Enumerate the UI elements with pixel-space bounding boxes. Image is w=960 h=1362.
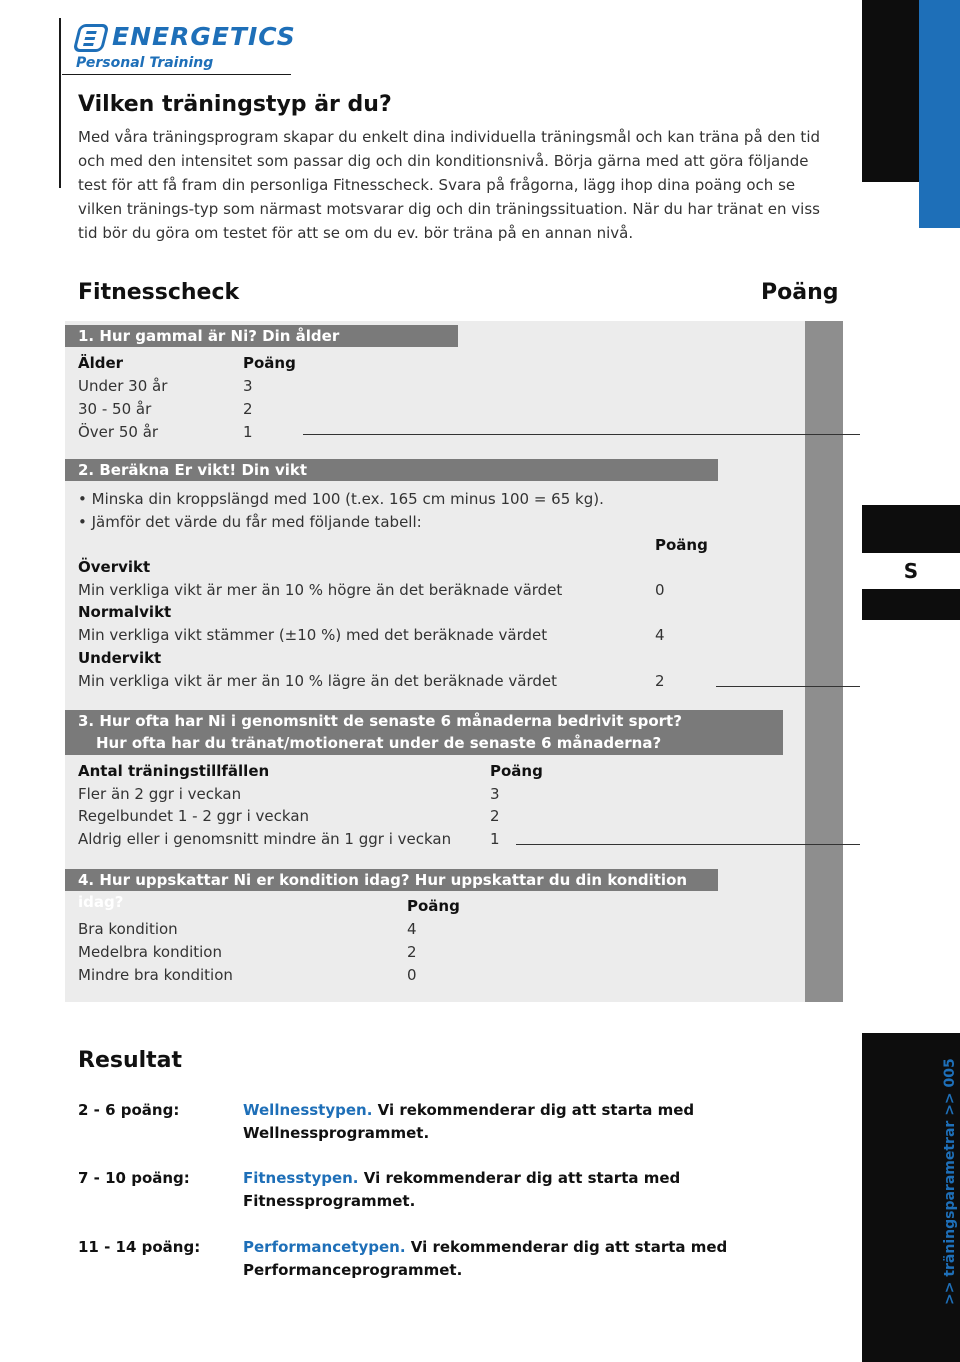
result-description xyxy=(243,1099,743,1145)
q1-col-label: Älder xyxy=(78,354,124,372)
header-vertical-rule xyxy=(59,18,61,188)
result-range: 7 - 10 poäng: xyxy=(78,1169,190,1187)
q2-group-text: Min verkliga vikt är mer än 10 % högre än det beräknade värdet xyxy=(78,581,563,599)
q3-row-points: 3 xyxy=(490,785,500,803)
page-title: Vilken träningstyp är du? xyxy=(78,92,392,117)
q2-group-points: 4 xyxy=(655,626,665,644)
q4-row-points: 4 xyxy=(407,920,417,938)
result-description xyxy=(243,1167,743,1213)
intro-paragraph: Med våra träningsprogram skapar du enkelt dina individuella träningsmål och kan träna på den tid och med den intensitet som passar dig och din konditionsnivå. Börja gärna med att göra följande test för att få fram din personliga Fitnesscheck. Svara på frågorna, lägg ihop dina poäng och se vilken tränings-typ som närmast motsvarar dig och din träningssituation. När du har tränat en viss tid bör du göra om testet för att se om du ev. bör träna på en annan nivå. xyxy=(78,128,821,242)
q4-header: 4. Hur uppskattar Ni er kondition idag? Hur uppskattar du din kondition idag? xyxy=(65,869,718,891)
q1-header: 1. Hur gammal är Ni? Din ålder xyxy=(65,325,458,347)
q1-row-label: Under 30 år xyxy=(78,377,168,395)
q3-row-points: 2 xyxy=(490,807,500,825)
q3-col-points: Poäng xyxy=(490,762,543,780)
result-range: 2 - 6 poäng: xyxy=(78,1101,180,1119)
q1-row-label: 30 - 50 år xyxy=(78,400,152,418)
result-type: Performancetypen. xyxy=(243,1238,406,1256)
result-title: Resultat xyxy=(78,1048,183,1073)
result-recommendation: Vi rekommenderar dig att starta med Fitnessprogrammet. xyxy=(243,1169,681,1210)
q2-group-text: Min verkliga vikt är mer än 10 % lägre än det beräknade värdet xyxy=(78,672,557,690)
q2-group-title: Övervikt xyxy=(78,558,151,576)
brand-name: ENERGETICS xyxy=(112,22,296,51)
q4-row-label: Bra kondition xyxy=(78,920,178,938)
q3-title-line1: 3. Hur ofta har Ni i genomsnitt de senaste 6 månaderna bedrivit sport? xyxy=(78,712,682,730)
q4-row-points: 0 xyxy=(407,966,417,984)
brand-subtitle: Personal Training xyxy=(76,55,214,71)
q3-row-label: Fler än 2 ggr i veckan xyxy=(78,785,242,803)
result-recommendation: Vi rekommenderar dig att starta med Wellnessprogrammet. xyxy=(243,1101,695,1142)
q4-row-label: Medelbra kondition xyxy=(78,943,222,961)
q1-row-points: 1 xyxy=(243,423,253,441)
q4-row-points: 2 xyxy=(407,943,417,961)
q2-answer-line xyxy=(716,686,860,687)
points-column-title: Poäng xyxy=(761,280,839,305)
corner-black-bar xyxy=(862,0,919,182)
points-column xyxy=(805,321,843,1002)
q1-answer-line xyxy=(303,434,860,435)
corner-blue-bar xyxy=(919,0,960,228)
q2-bullet: • Minska din kroppslängd med 100 (t.ex. 165 cm minus 100 = 65 kg). xyxy=(78,490,604,508)
q1-row-points: 2 xyxy=(243,400,253,418)
q2-group-text: Min verkliga vikt stämmer (±10 %) med det beräknade värdet xyxy=(78,626,548,644)
q2-group-title: Normalvikt xyxy=(78,603,172,621)
result-range: 11 - 14 poäng: xyxy=(78,1238,201,1256)
q1-row-points: 3 xyxy=(243,377,253,395)
side-vertical-label: >> träningsparametrar >> 005 xyxy=(942,1058,958,1305)
q2-group-points: 2 xyxy=(655,672,665,690)
q3-row-label: Aldrig eller i genomsnitt mindre än 1 ggr i veckan xyxy=(78,830,452,848)
q2-group-title: Undervikt xyxy=(78,649,162,667)
q3-col-label: Antal träningstillfällen xyxy=(78,762,270,780)
result-recommendation: Vi rekommenderar dig att starta med Performanceprogrammet. xyxy=(243,1238,728,1279)
logo-underline xyxy=(62,74,291,75)
q2-bullet-text: Minska din kroppslängd med 100 (t.ex. 165 cm minus 100 = 65 kg). xyxy=(91,490,604,508)
q3-header xyxy=(65,710,783,755)
logo-icon xyxy=(73,24,110,52)
q2-points-label: Poäng xyxy=(655,536,708,554)
result-type: Wellnesstypen. xyxy=(243,1101,373,1119)
q1-col-points: Poäng xyxy=(243,354,296,372)
q1-row-label: Över 50 år xyxy=(78,423,159,441)
result-description xyxy=(243,1236,743,1282)
q2-bullet: • Jämför det värde du får med följande tabell: xyxy=(78,513,422,531)
q2-header: 2. Beräkna Er vikt! Din vikt xyxy=(65,459,718,481)
fitness-title: Fitnesscheck xyxy=(78,280,240,305)
q2-bullet-text: Jämför det värde du får med följande tabell: xyxy=(91,513,422,531)
result-type: Fitnesstypen. xyxy=(243,1169,359,1187)
q2-group-points: 0 xyxy=(655,581,665,599)
q3-title-line2: Hur ofta har du tränat/motionerat under de senaste 6 månaderna? xyxy=(96,734,662,752)
q4-row-label: Mindre bra kondition xyxy=(78,966,233,984)
q3-row-points: 1 xyxy=(490,830,500,848)
q3-row-label: Regelbundet 1 - 2 ggr i veckan xyxy=(78,807,310,825)
q4-col-points: Poäng xyxy=(407,897,460,915)
q3-answer-line xyxy=(516,844,860,845)
side-tab-letter: S xyxy=(862,553,960,589)
